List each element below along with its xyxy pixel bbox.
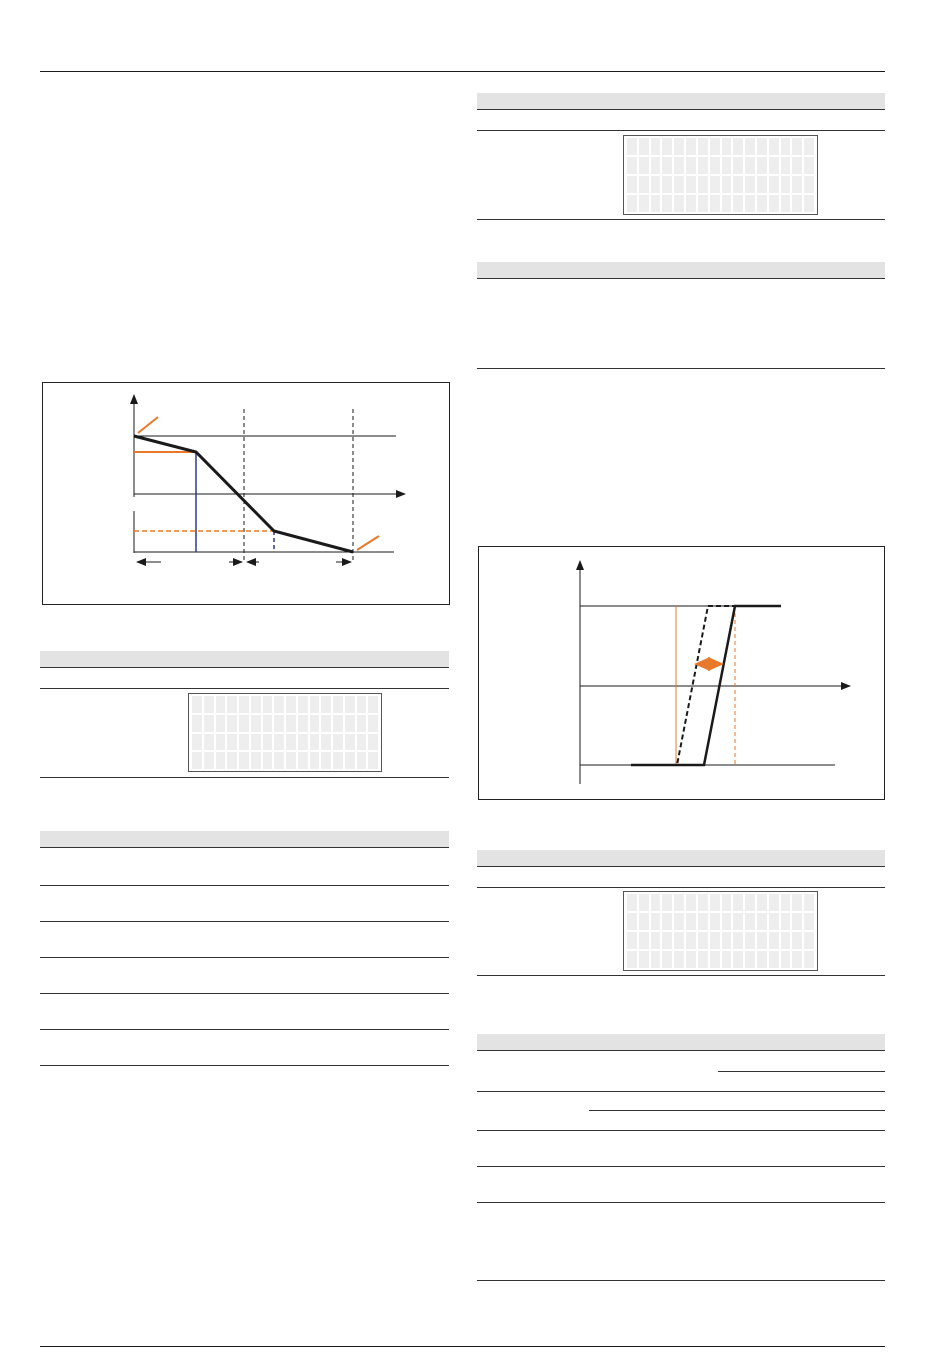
lcd-character-cell bbox=[686, 913, 696, 930]
lcd-character-cell bbox=[745, 195, 755, 212]
right-parameter-row-line-5 bbox=[477, 1280, 885, 1281]
lcd-character-cell bbox=[298, 715, 308, 732]
lcd-character-cell bbox=[204, 696, 214, 713]
lcd-character-cell bbox=[710, 195, 720, 212]
left-diagram-svg bbox=[43, 383, 449, 604]
lcd-character-cell bbox=[216, 696, 226, 713]
lcd-character-cell bbox=[274, 734, 284, 751]
right-info-table-header bbox=[477, 262, 885, 279]
lcd-character-cell bbox=[757, 138, 767, 155]
lcd-character-cell bbox=[204, 752, 214, 769]
lcd-character-cell bbox=[698, 932, 708, 949]
lcd-character-cell bbox=[781, 913, 791, 930]
lcd-character-cell bbox=[192, 696, 202, 713]
lcd-character-cell bbox=[698, 951, 708, 968]
lcd-character-cell bbox=[792, 894, 802, 911]
lcd-character-cell bbox=[686, 932, 696, 949]
lcd-character-cell bbox=[639, 176, 649, 193]
lcd-character-cell bbox=[745, 894, 755, 911]
lcd-character-cell bbox=[263, 752, 273, 769]
right-diagram-svg bbox=[479, 547, 884, 799]
lcd-character-cell bbox=[733, 932, 743, 949]
lcd-character-cell bbox=[722, 195, 732, 212]
lcd-character-cell bbox=[310, 715, 320, 732]
lcd-display-right-bottom bbox=[623, 891, 818, 971]
lcd-character-cell bbox=[357, 752, 367, 769]
right-parameter-row-line-1 bbox=[477, 1091, 885, 1092]
lcd-character-cell bbox=[651, 157, 661, 174]
lcd-character-cell bbox=[239, 715, 249, 732]
left-setting-table-divider bbox=[40, 688, 449, 689]
lcd-character-cell bbox=[781, 951, 791, 968]
lcd-character-cell bbox=[769, 157, 779, 174]
lcd-character-cell bbox=[745, 913, 755, 930]
lcd-character-cell bbox=[274, 752, 284, 769]
lcd-character-cell bbox=[651, 894, 661, 911]
lcd-character-cell bbox=[733, 894, 743, 911]
right-setting-table-bottom-bottom bbox=[477, 975, 885, 976]
lcd-character-cell bbox=[769, 932, 779, 949]
lcd-character-cell bbox=[722, 157, 732, 174]
lcd-character-cell bbox=[745, 176, 755, 193]
lcd-character-cell bbox=[298, 752, 308, 769]
lcd-character-cell bbox=[733, 157, 743, 174]
lcd-character-cell bbox=[804, 894, 814, 911]
lcd-character-cell bbox=[710, 176, 720, 193]
lcd-character-cell bbox=[310, 752, 320, 769]
right-parameter-row-line-2 bbox=[477, 1130, 885, 1131]
lcd-character-cell bbox=[227, 696, 237, 713]
lcd-character-cell bbox=[286, 734, 296, 751]
lcd-character-cell bbox=[216, 715, 226, 732]
lcd-character-cell bbox=[674, 195, 684, 212]
lcd-character-cell bbox=[792, 176, 802, 193]
lcd-character-cell bbox=[757, 195, 767, 212]
lcd-character-cell bbox=[368, 696, 378, 713]
left-setting-table-bottom bbox=[40, 777, 449, 778]
lcd-character-cell bbox=[674, 913, 684, 930]
lcd-character-cell bbox=[310, 696, 320, 713]
lcd-character-cell bbox=[698, 894, 708, 911]
page-footer-rule bbox=[40, 1346, 885, 1347]
lcd-character-cell bbox=[757, 932, 767, 949]
lcd-character-cell bbox=[674, 932, 684, 949]
right-parameter-row-line-4 bbox=[477, 1202, 885, 1203]
lcd-character-cell bbox=[310, 734, 320, 751]
lcd-character-cell bbox=[651, 195, 661, 212]
lcd-character-cell bbox=[368, 752, 378, 769]
lcd-character-cell bbox=[733, 176, 743, 193]
lcd-character-cell bbox=[286, 715, 296, 732]
right-switching-diagram bbox=[478, 546, 885, 800]
lcd-character-cell bbox=[345, 752, 355, 769]
lcd-character-cell bbox=[286, 752, 296, 769]
lcd-character-cell bbox=[733, 951, 743, 968]
lcd-character-cell bbox=[710, 894, 720, 911]
lcd-character-cell bbox=[686, 195, 696, 212]
lcd-character-cell bbox=[357, 734, 367, 751]
lcd-character-cell bbox=[686, 138, 696, 155]
lcd-character-cell bbox=[651, 932, 661, 949]
lcd-character-cell bbox=[698, 176, 708, 193]
lcd-character-cell bbox=[251, 752, 261, 769]
lcd-character-cell bbox=[722, 932, 732, 949]
lcd-character-cell bbox=[698, 913, 708, 930]
left-parameter-table-header bbox=[40, 831, 449, 848]
lcd-character-cell bbox=[639, 195, 649, 212]
left-parameter-row-line-1 bbox=[40, 885, 449, 886]
right-parameter-subline-2 bbox=[589, 1110, 885, 1111]
lcd-character-cell bbox=[745, 138, 755, 155]
lcd-character-cell bbox=[627, 913, 637, 930]
lcd-character-cell bbox=[710, 913, 720, 930]
lcd-character-cell bbox=[804, 176, 814, 193]
lcd-character-cell bbox=[627, 138, 637, 155]
lcd-character-cell bbox=[722, 894, 732, 911]
lcd-character-cell bbox=[368, 734, 378, 751]
lcd-character-cell bbox=[368, 715, 378, 732]
lcd-character-cell bbox=[627, 951, 637, 968]
lcd-character-cell bbox=[227, 715, 237, 732]
lcd-character-cell bbox=[662, 176, 672, 193]
right-parameter-subline-1 bbox=[718, 1071, 885, 1072]
lcd-character-cell bbox=[698, 195, 708, 212]
lcd-character-cell bbox=[769, 176, 779, 193]
lcd-character-cell bbox=[321, 752, 331, 769]
lcd-character-cell bbox=[204, 715, 214, 732]
lcd-character-cell bbox=[274, 715, 284, 732]
right-setting-table-bottom-divider bbox=[477, 887, 885, 888]
lcd-character-cell bbox=[345, 696, 355, 713]
lcd-character-cell bbox=[662, 932, 672, 949]
lcd-character-cell bbox=[781, 195, 791, 212]
lcd-display-left bbox=[188, 693, 382, 772]
lcd-character-cell bbox=[251, 696, 261, 713]
lcd-character-cell bbox=[781, 138, 791, 155]
left-parameter-row-line-5 bbox=[40, 1029, 449, 1030]
lcd-character-cell bbox=[769, 951, 779, 968]
lcd-character-cell bbox=[662, 157, 672, 174]
lcd-character-cell bbox=[792, 913, 802, 930]
lcd-character-cell bbox=[698, 138, 708, 155]
right-setting-table-top-divider bbox=[477, 130, 885, 131]
lcd-character-cell bbox=[251, 715, 261, 732]
lcd-character-cell bbox=[192, 752, 202, 769]
lcd-character-cell bbox=[804, 195, 814, 212]
lcd-character-cell bbox=[639, 157, 649, 174]
lcd-character-cell bbox=[674, 138, 684, 155]
lcd-character-cell bbox=[710, 951, 720, 968]
lcd-character-cell bbox=[710, 157, 720, 174]
lcd-character-cell bbox=[698, 157, 708, 174]
lcd-character-cell bbox=[722, 951, 732, 968]
lcd-character-cell bbox=[263, 715, 273, 732]
lcd-character-cell bbox=[627, 932, 637, 949]
right-setting-table-bottom-header bbox=[477, 850, 885, 867]
lcd-character-cell bbox=[745, 932, 755, 949]
lcd-character-cell bbox=[651, 176, 661, 193]
lcd-character-cell bbox=[686, 157, 696, 174]
lcd-character-cell bbox=[286, 696, 296, 713]
left-parameter-row-line-6 bbox=[40, 1065, 449, 1066]
lcd-character-cell bbox=[792, 138, 802, 155]
right-setting-table-top-bottom bbox=[477, 219, 885, 220]
lcd-character-cell bbox=[804, 932, 814, 949]
lcd-character-cell bbox=[792, 157, 802, 174]
lcd-character-cell bbox=[651, 138, 661, 155]
page-header-rule bbox=[40, 71, 885, 72]
lcd-character-cell bbox=[722, 138, 732, 155]
lcd-character-cell bbox=[192, 715, 202, 732]
lcd-display-right-top bbox=[623, 135, 818, 215]
left-parameter-row-line-4 bbox=[40, 993, 449, 994]
lcd-character-cell bbox=[298, 734, 308, 751]
lcd-character-cell bbox=[792, 951, 802, 968]
lcd-character-cell bbox=[757, 951, 767, 968]
lcd-character-cell bbox=[733, 913, 743, 930]
right-parameter-row-line-3 bbox=[477, 1166, 885, 1167]
left-orange-pointer-bottom bbox=[357, 536, 379, 550]
lcd-character-cell bbox=[204, 734, 214, 751]
lcd-character-cell bbox=[769, 894, 779, 911]
lcd-character-cell bbox=[627, 176, 637, 193]
lcd-character-cell bbox=[627, 894, 637, 911]
lcd-character-cell bbox=[192, 734, 202, 751]
lcd-character-cell bbox=[781, 932, 791, 949]
lcd-character-cell bbox=[757, 913, 767, 930]
left-parameter-row-line-3 bbox=[40, 957, 449, 958]
lcd-character-cell bbox=[757, 157, 767, 174]
left-orange-pointer-top bbox=[138, 417, 158, 433]
left-characteristic-diagram bbox=[42, 382, 450, 605]
lcd-character-cell bbox=[333, 734, 343, 751]
lcd-character-cell bbox=[321, 696, 331, 713]
right-parameter-table-header bbox=[477, 1034, 885, 1051]
lcd-character-cell bbox=[804, 913, 814, 930]
lcd-character-cell bbox=[804, 138, 814, 155]
lcd-character-cell bbox=[769, 138, 779, 155]
lcd-character-cell bbox=[769, 913, 779, 930]
lcd-character-cell bbox=[662, 195, 672, 212]
lcd-character-cell bbox=[345, 715, 355, 732]
lcd-character-cell bbox=[298, 696, 308, 713]
lcd-character-cell bbox=[639, 951, 649, 968]
lcd-character-cell bbox=[722, 176, 732, 193]
lcd-character-cell bbox=[722, 913, 732, 930]
lcd-character-cell bbox=[651, 913, 661, 930]
left-setting-table-header bbox=[40, 651, 449, 668]
lcd-character-cell bbox=[627, 195, 637, 212]
lcd-character-cell bbox=[639, 138, 649, 155]
lcd-character-cell bbox=[345, 734, 355, 751]
lcd-character-cell bbox=[757, 176, 767, 193]
lcd-character-cell bbox=[357, 715, 367, 732]
right-setting-table-top-header bbox=[477, 93, 885, 110]
lcd-character-cell bbox=[251, 734, 261, 751]
lcd-character-cell bbox=[662, 913, 672, 930]
left-parameter-row-line-2 bbox=[40, 921, 449, 922]
lcd-character-cell bbox=[216, 752, 226, 769]
lcd-character-cell bbox=[333, 752, 343, 769]
lcd-character-cell bbox=[263, 734, 273, 751]
lcd-character-cell bbox=[745, 951, 755, 968]
lcd-character-cell bbox=[662, 138, 672, 155]
lcd-character-cell bbox=[662, 894, 672, 911]
lcd-character-cell bbox=[686, 894, 696, 911]
lcd-character-cell bbox=[781, 157, 791, 174]
lcd-character-cell bbox=[216, 734, 226, 751]
lcd-character-cell bbox=[639, 913, 649, 930]
lcd-character-cell bbox=[674, 951, 684, 968]
lcd-character-cell bbox=[239, 696, 249, 713]
lcd-character-cell bbox=[757, 894, 767, 911]
lcd-character-cell bbox=[321, 715, 331, 732]
lcd-character-cell bbox=[263, 696, 273, 713]
lcd-character-cell bbox=[651, 951, 661, 968]
lcd-character-cell bbox=[321, 734, 331, 751]
lcd-character-cell bbox=[357, 696, 367, 713]
lcd-character-cell bbox=[804, 951, 814, 968]
lcd-character-cell bbox=[333, 715, 343, 732]
lcd-character-cell bbox=[733, 138, 743, 155]
right-info-table-bottom bbox=[477, 368, 885, 369]
lcd-character-cell bbox=[674, 176, 684, 193]
lcd-character-cell bbox=[333, 696, 343, 713]
lcd-character-cell bbox=[239, 752, 249, 769]
lcd-character-cell bbox=[733, 195, 743, 212]
lcd-character-cell bbox=[710, 932, 720, 949]
lcd-character-cell bbox=[239, 734, 249, 751]
lcd-character-cell bbox=[792, 195, 802, 212]
lcd-character-cell bbox=[227, 752, 237, 769]
lcd-character-cell bbox=[781, 894, 791, 911]
lcd-character-cell bbox=[804, 157, 814, 174]
lcd-character-cell bbox=[781, 176, 791, 193]
lcd-character-cell bbox=[686, 951, 696, 968]
lcd-character-cell bbox=[674, 894, 684, 911]
lcd-character-cell bbox=[792, 932, 802, 949]
lcd-character-cell bbox=[686, 176, 696, 193]
lcd-character-cell bbox=[639, 894, 649, 911]
lcd-character-cell bbox=[745, 157, 755, 174]
lcd-character-cell bbox=[627, 157, 637, 174]
lcd-character-cell bbox=[710, 138, 720, 155]
lcd-character-cell bbox=[674, 157, 684, 174]
lcd-character-cell bbox=[639, 932, 649, 949]
lcd-character-cell bbox=[662, 951, 672, 968]
lcd-character-cell bbox=[769, 195, 779, 212]
lcd-character-cell bbox=[274, 696, 284, 713]
lcd-character-cell bbox=[227, 734, 237, 751]
